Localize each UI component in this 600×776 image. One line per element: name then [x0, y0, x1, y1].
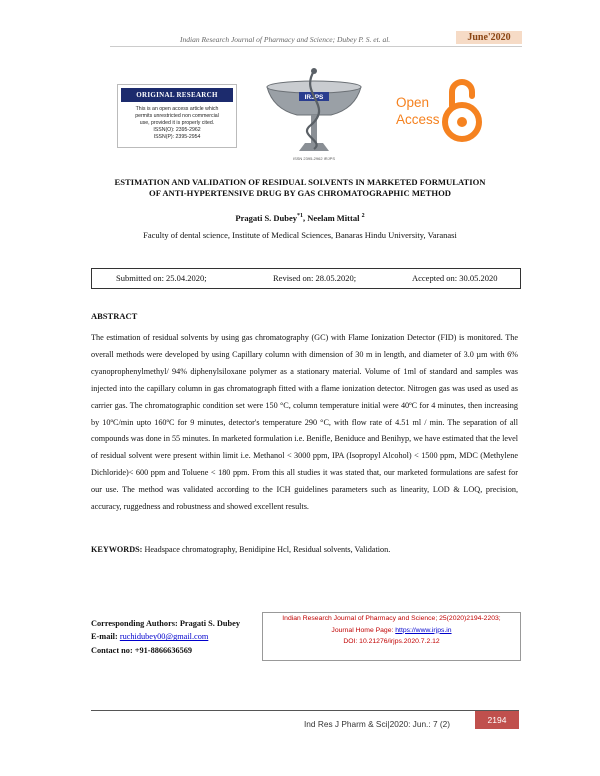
logo-caption: ISSN 2395-2962 IRJPS [292, 156, 336, 161]
journal-logo [259, 65, 369, 165]
open-access-line1: Open [396, 95, 430, 110]
contact-number: Contact no: +91-8866636569 [91, 645, 193, 655]
title-line: ESTIMATION AND VALIDATION OF RESIDUAL SOLVENTS IN MARKETED FORMULATION [114, 177, 486, 187]
author-email-link[interactable]: ruchidubey00@gmail.com [119, 632, 209, 642]
author-affiliation-mark: *1 [297, 213, 304, 220]
open-access-line2: Access [396, 112, 440, 127]
footer-divider [91, 710, 519, 711]
title-line: OF ANTI-HYPERTENSIVE DRUG BY GAS CHROMATOGRAPHIC METHOD [149, 188, 451, 198]
article-title [70, 177, 530, 199]
badge-line: This is an open access article which [135, 106, 219, 112]
issue-date-badge: June'2020 [456, 31, 522, 44]
journal-home-label: Journal Home Page: [331, 626, 396, 634]
corresponding-author-block [91, 617, 240, 657]
submission-dates [91, 268, 521, 289]
revised-date: Revised on: 28.05.2020; [273, 273, 357, 283]
badge-line: use, provided it is properly cited. [139, 120, 215, 126]
keywords-label: KEYWORDS: [91, 545, 143, 554]
page-number: 2194 [475, 711, 519, 729]
corresponding-author: Corresponding Authors: Pragati S. Dubey [91, 619, 240, 628]
header-divider [110, 46, 522, 47]
running-title: Indian Research Journal of Pharmacy and Science; Dubey P. S. et. al. [180, 35, 391, 44]
footer-citation: Ind Res J Pharm & Sci|2020: Jun.: 7 (2) [304, 719, 451, 729]
logo-banner-text: IRJPS [304, 94, 324, 101]
badge-line: ISSN(O): 2395-2962 [153, 127, 201, 133]
badge-text [122, 106, 232, 141]
keywords [91, 545, 518, 554]
submitted-date: Submitted on: 25.04.2020; [116, 273, 207, 283]
open-access-logo [384, 66, 484, 148]
author-affiliation-mark: 2 [361, 213, 365, 220]
citation-reference: Indian Research Journal of Pharmacy and Science; 25(2020)2194-2203; [282, 615, 501, 622]
journal-home-link[interactable]: https://www.irjps.in [395, 626, 452, 634]
accepted-date: Accepted on: 30.05.2020 [412, 273, 498, 283]
citation-box [262, 612, 521, 661]
bowl-of-hygieia-icon [259, 65, 369, 157]
badge-line: permits unrestricted non commercial [135, 113, 219, 119]
original-research-badge [117, 84, 237, 148]
author-name: Pragati S. Dubey [235, 213, 298, 223]
affiliation: Faculty of dental science, Institute of Medical Sciences, Banaras Hindu University, Varanasi [143, 230, 457, 240]
keywords-text: Headspace chromatography, Benidipine Hcl, Residual solvents, Validation. [142, 545, 391, 554]
badge-title: ORIGINAL RESEARCH [121, 88, 233, 102]
abstract-heading: ABSTRACT [91, 311, 138, 321]
citation-doi: DOI: 10.21276/irjps.2020.7.2.12 [343, 638, 440, 645]
author-list [70, 213, 530, 223]
author-name: Neelam Mittal [307, 213, 360, 223]
badge-line: ISSN(P): 2395-2954 [153, 134, 201, 140]
author-separator: , [303, 213, 308, 223]
abstract-body: The estimation of residual solvents by using gas chromatography (GC) with Flame Ionization Detector (FID) is monitored. The overall methods were developed by using Capillary column with dimension of 30 m in length, and diameter of 3.0 µm with 6% cyanoprophenylmethyl/ 94% diphenylsiloxane polymer as a stationary material. Volume of 1ml of standard and samples was injected into the capillary column in gas chromatograph fitted with a flame ionization detector. Nitrogen gas was used as used as carrier gas. The chromatographic condition set were 150 °C, column temperature initial were 40ºC for 4 minutes, then increasing by 10ºC/min upto 160ºC for 9 minutes, detector's temperature 290 °C, with flow rate of 4.51 ml / min. The separation of all compounds was done in 55 minutes. In marketed formulation i.e. Benifle, Beniduce and Benihyp, we have estimated that the level of residual solvent were present within limit i.e. Methanol < 3000 ppm, IPA (Isopropyl Alcohol) < 1500 ppm, MDC (Methylene Dichloride)< 600 ppm and Toluene < 180 ppm. From this all studies it was stated that, our marketed formulations are safest for our use. The method was validated according to the ICH guidelines parameters such as linearity, LOD & LOQ, precision, accuracy, ruggedness and robustness and showed excellent results. [91, 333, 519, 512]
open-lock-icon [442, 74, 482, 144]
email-label: E-mail: [91, 632, 120, 642]
